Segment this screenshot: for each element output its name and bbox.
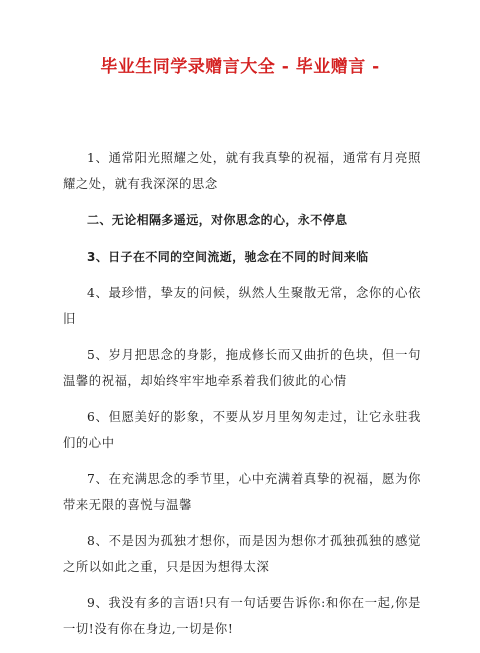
paragraph-7: 7、在充满思念的季节里，心中充满着真挚的祝福，愿为你带来无限的喜悦与温馨 bbox=[63, 472, 421, 512]
paragraph-8: 8、不是因为孤独才想你，而是因为想你才孤独孤独的感觉之所以如此之重，只是因为想得太深 bbox=[63, 534, 421, 574]
paragraph-2: 二、无论相隔多遥远，对你思念的心，永不停息 bbox=[87, 213, 348, 227]
paragraph-4: 4、最珍惜，挚友的问候，纵然人生聚散无常，念你的心依旧 bbox=[63, 286, 421, 326]
page-title: 毕业生同学录赠言大全 - 毕业赠言 - bbox=[100, 57, 380, 77]
paragraph-5: 5、岁月把思念的身影，拖成修长而又曲折的色块，但一句温馨的祝福，却始终牢牢地牵系着我们彼此的心情 bbox=[63, 348, 421, 388]
paragraph-6: 6、但愿美好的影象，不要从岁月里匆匆走过，让它永驻我们的心中 bbox=[63, 410, 421, 450]
paragraph-9: 9、我没有多的言语!只有一句话要告诉你:和你在一起,你是一切!没有你在身边,一切是你! bbox=[63, 596, 421, 636]
paragraph-1: 1、通常阳光照耀之处，就有我真挚的祝福，通常有月亮照耀之处，就有我深深的思念 bbox=[63, 151, 421, 191]
paragraph-3: 3、日子在不同的空间流逝，驰念在不同的时间来临 bbox=[87, 249, 369, 264]
document-body bbox=[63, 146, 421, 653]
